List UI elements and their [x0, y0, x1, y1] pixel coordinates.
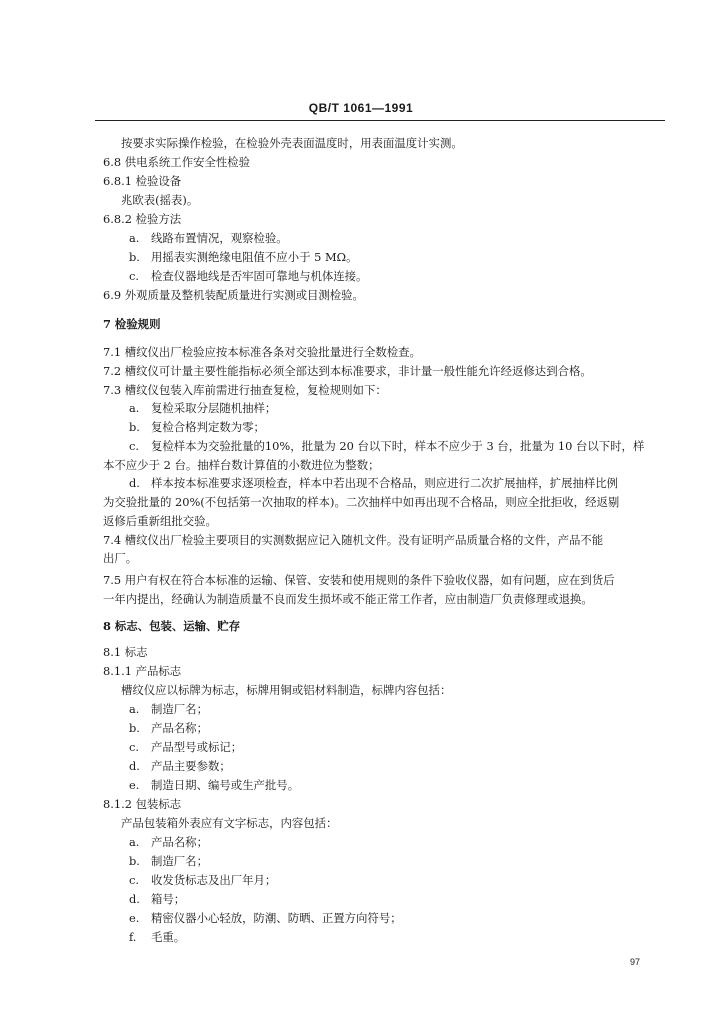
list-text: 复检合格判定数为零； [151, 420, 265, 434]
text-line: 7.5 用户有权在符合本标准的运输、保管、安装和使用规则的条件下验收仪器，如有问题，应在到货后 [103, 573, 615, 587]
list-label: f. [129, 930, 137, 944]
list-item [129, 854, 208, 868]
list-item [129, 231, 288, 245]
list-label: e. [129, 911, 140, 925]
list-item [129, 401, 276, 415]
text-line: 一年内提出，经确认为制造质量不良而发生损坏或不能正常工作者，应由制造厂负责修理或退换。 [103, 592, 593, 606]
list-text: 精密仪器小心轻放，防潮、防晒、正置方向符号； [151, 911, 402, 925]
text-line: 槽纹仪应以标牌为标志，标牌用铜或铝材料制造，标牌内容包括： [121, 683, 452, 697]
header-rule [95, 120, 665, 121]
list-text: 用摇表实测绝缘电阻值不应小于 5 MΩ。 [151, 250, 358, 264]
list-text: 产品名称； [151, 835, 208, 849]
list-label: b. [129, 721, 140, 735]
text-line: 为交验批量的 20%(不包括第一次抽取的样本)。二次抽样中如再出现不合格品，则应全批拒收，经返剔 [103, 495, 620, 509]
list-label: c. [129, 439, 140, 453]
page-header: QB/T 1061—1991 [308, 101, 414, 115]
list-text: 产品主要参数； [151, 759, 231, 773]
list-label: c. [129, 740, 140, 754]
chapter-heading: 7 检验规则 [103, 317, 161, 331]
text-line: 7.1 槽纹仪出厂检验应按本标准各条对交验批量进行全数检查。 [103, 345, 421, 359]
list-text: 制造厂名； [151, 702, 208, 716]
text-line: 出厂。 [103, 551, 138, 565]
list-label: e. [129, 778, 140, 792]
text-line: 7.4 槽纹仪出厂检验主要项目的实测数据应记入随机文件。没有证明产品质量合格的文件，产品不能 [103, 533, 604, 547]
list-item [129, 476, 618, 490]
list-text: 线路布置情况，观察检验。 [151, 231, 288, 245]
text-line: 兆欧表(摇表)。 [121, 193, 199, 207]
list-text: 产品型号或标记； [151, 740, 243, 754]
list-item [129, 759, 231, 773]
list-item [129, 250, 357, 264]
section-heading: 6.8.2 检验方法 [103, 212, 182, 226]
section-heading: 8.1.1 产品标志 [103, 664, 182, 678]
list-text: 样本按本标准要求逐项检查，样本中若出现不合格品，则应进行二次扩展抽样，扩展抽样比例 [151, 476, 619, 490]
section-heading: 6.8 供电系统工作安全性检验 [103, 155, 251, 169]
list-text: 复检样本为交验批量的10%，批量为 20 台以下时，样本不应少于 3 台，批量为 10 台以下时，样 [151, 439, 645, 453]
list-item [129, 892, 185, 906]
list-text: 检查仪器地线是否牢固可靠地与机体连接。 [151, 269, 368, 283]
page-number: 97 [630, 957, 641, 967]
list-label: c. [129, 873, 140, 887]
list-label: a. [129, 401, 140, 415]
text-line: 本不应少于 2 台。抽样台数计算值的小数进位为整数； [103, 458, 380, 472]
text-line: 返修后重新组批交验。 [103, 514, 217, 528]
list-item [129, 439, 644, 453]
list-item [129, 778, 299, 792]
list-label: d. [129, 892, 140, 906]
section-heading: 8.1 标志 [103, 645, 148, 659]
list-text: 产品名称； [151, 721, 208, 735]
list-item [129, 269, 367, 283]
section-heading: 6.8.1 检验设备 [103, 174, 182, 188]
list-label: b. [129, 420, 140, 434]
list-item [129, 873, 276, 887]
list-label: d. [129, 759, 140, 773]
list-label: b. [129, 250, 140, 264]
list-label: b. [129, 854, 140, 868]
list-item [129, 930, 185, 944]
section-heading: 6.9 外观质量及整机装配质量进行实测或目测检验。 [103, 288, 364, 302]
list-label: c. [129, 269, 140, 283]
list-label: a. [129, 835, 140, 849]
list-text: 复检采取分层随机抽样； [151, 401, 277, 415]
list-text: 制造厂名； [151, 854, 208, 868]
section-heading: 8.1.2 包装标志 [103, 797, 182, 811]
text-line: 7.2 槽纹仪可计量主要性能指标必须全部达到本标准要求，非计量一般性能允许经返修达到合格。 [103, 364, 592, 378]
list-text: 制造日期、编号或生产批号。 [151, 778, 300, 792]
list-item [129, 721, 208, 735]
list-label: a. [129, 231, 140, 245]
list-text: 毛重。 [151, 930, 186, 944]
chapter-heading: 8 标志、包装、运输、贮存 [103, 619, 241, 633]
text-line: 按要求实际操作检验，在检验外壳表面温度时，用表面温度计实测。 [121, 136, 463, 150]
text-line: 7.3 槽纹仪包装入库前需进行抽查复检，复检规则如下： [103, 383, 387, 397]
list-item [129, 740, 242, 754]
list-text: 收发货标志及出厂年月； [151, 873, 277, 887]
list-item [129, 911, 402, 925]
list-text: 箱号； [151, 892, 186, 906]
list-label: a. [129, 702, 140, 716]
list-item [129, 835, 208, 849]
list-label: d. [129, 476, 140, 490]
list-item [129, 420, 265, 434]
list-item [129, 702, 208, 716]
text-line: 产品包装箱外表应有文字标志，内容包括： [121, 816, 338, 830]
